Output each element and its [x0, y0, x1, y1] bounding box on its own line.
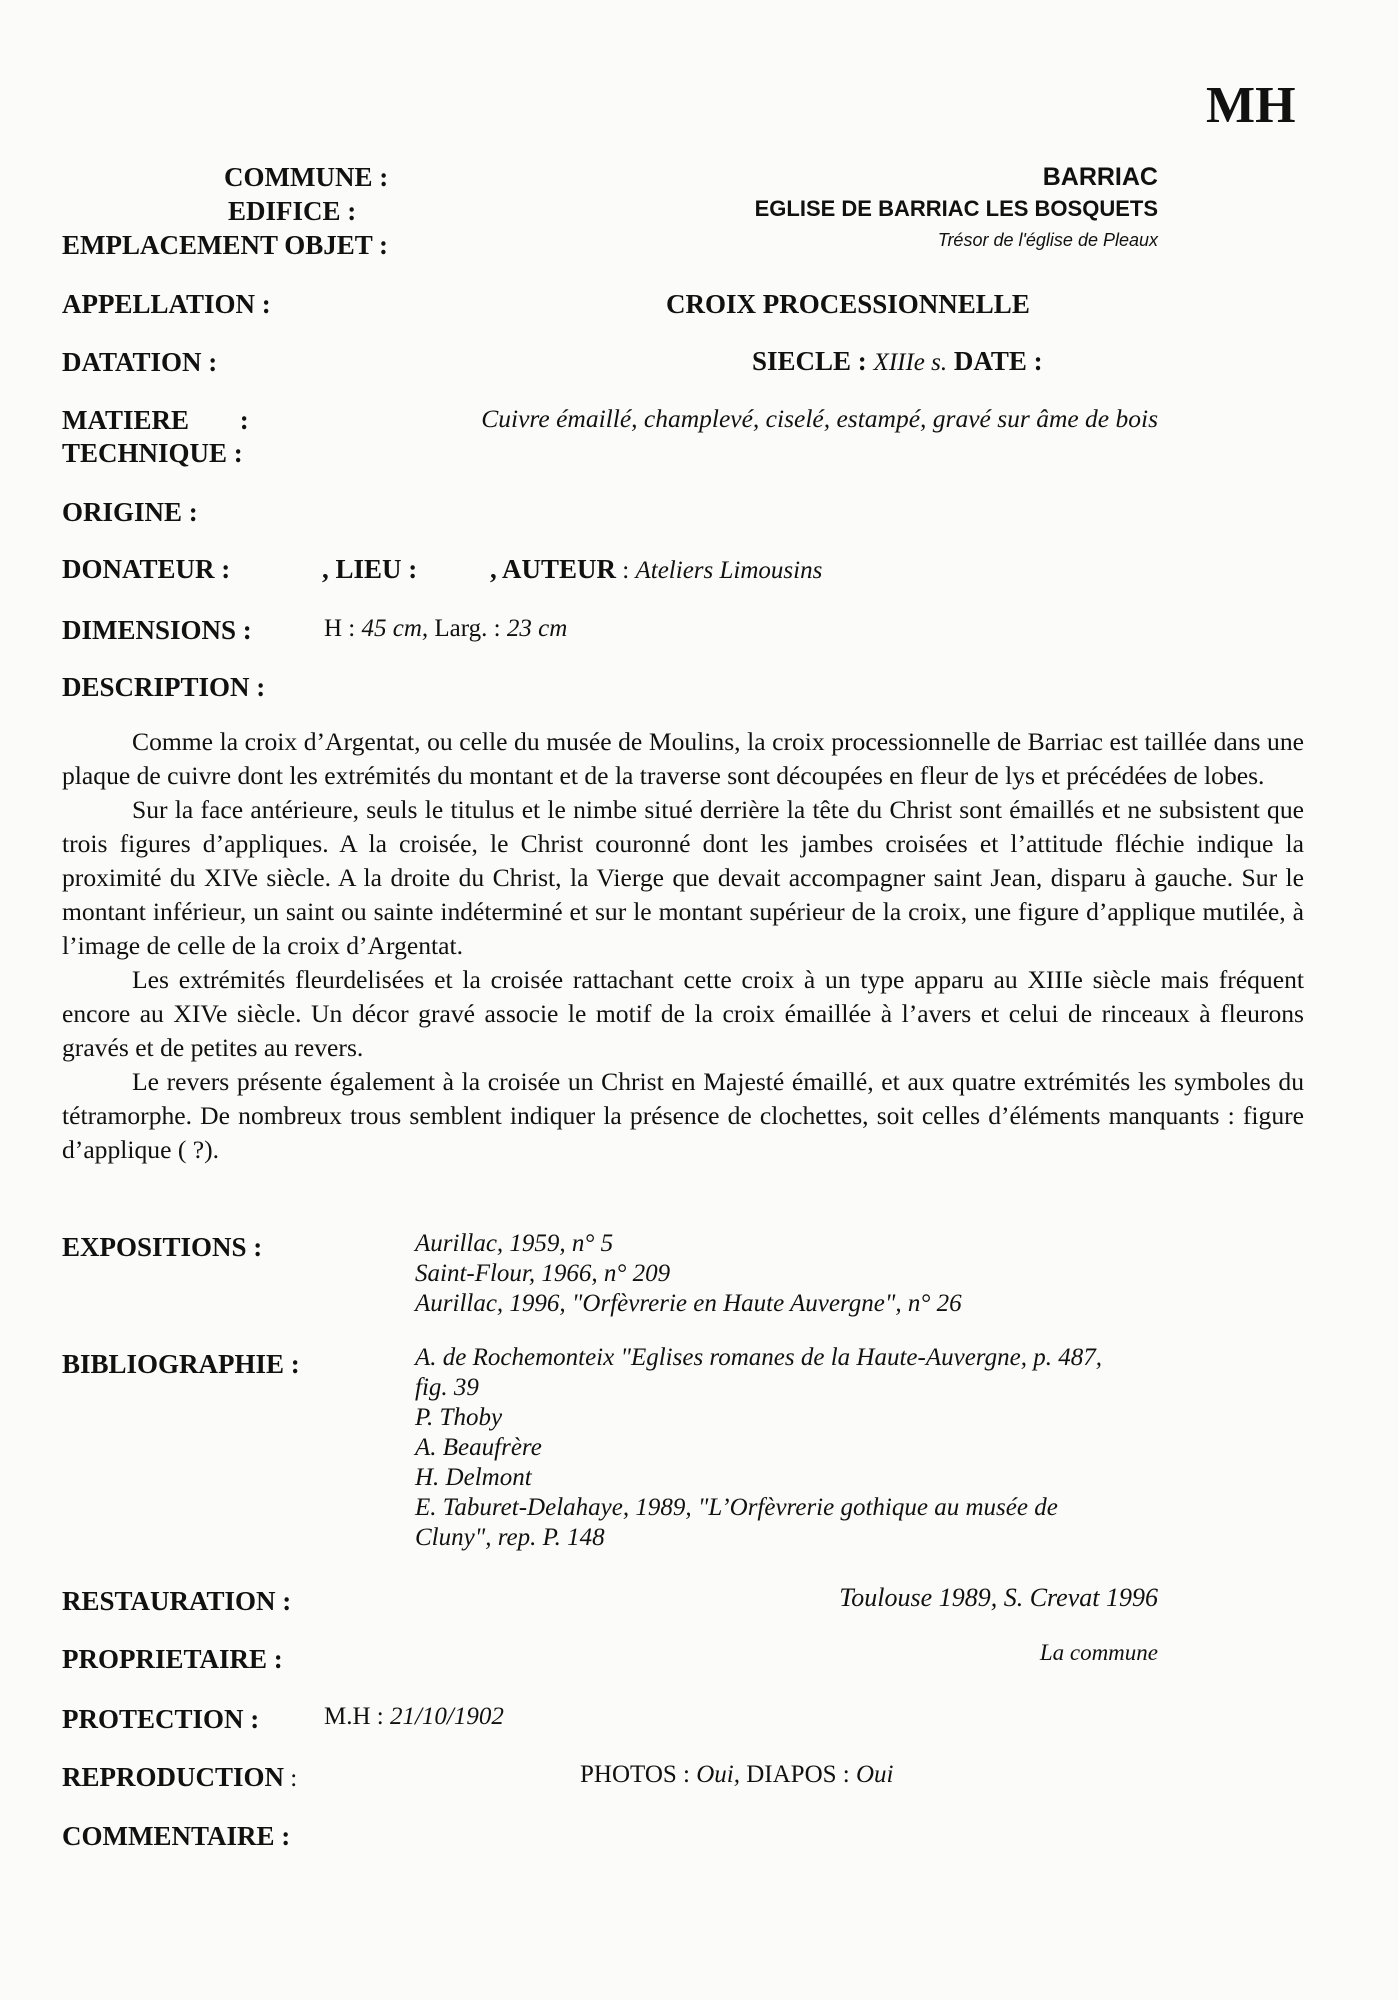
exposition-item: Aurillac, 1959, n° 5	[415, 1230, 614, 1257]
lieu-label: , LIEU :	[322, 554, 418, 584]
bibliographie-label: BIBLIOGRAPHIE :	[62, 1349, 300, 1379]
mh-label: M.H :	[324, 1703, 390, 1730]
description-paragraph: Les extrémités fleurdelisées et la croisée rattachant cette croix à un type apparu au XIIIe siècle mais fréquent encore au XIVe siècle. Un décor gravé associe le motif de la croix émaillée à l’avers et celui de rinceaux à fleurons gravés et de petites au revers.	[62, 965, 1304, 1062]
mh-date: 21/10/1902	[389, 1703, 504, 1730]
proprietaire-label: PROPRIETAIRE :	[62, 1644, 283, 1674]
commune-label: COMMUNE :	[224, 162, 389, 192]
height-label: H :	[324, 615, 362, 642]
expositions-label: EXPOSITIONS :	[62, 1232, 263, 1262]
diapos-value: Oui	[856, 1761, 894, 1788]
origine-label: ORIGINE :	[62, 497, 198, 527]
photos-label: PHOTOS :	[580, 1761, 697, 1788]
diapos-label: DIAPOS :	[740, 1761, 856, 1788]
width-label: Larg. :	[428, 615, 507, 642]
appellation-value: CROIX PROCESSIONNELLE	[666, 289, 1030, 319]
emplacement-label: EMPLACEMENT OBJET :	[62, 230, 389, 260]
donateur-label: DONATEUR :	[62, 554, 231, 584]
description-label: DESCRIPTION :	[62, 672, 266, 702]
bibliographie-item: H. Delmont	[415, 1464, 532, 1491]
bibliographie-item: Cluny", rep. P. 148	[415, 1524, 605, 1551]
bibliographie-item: A. Beaufrère	[415, 1434, 542, 1461]
bibliographie-list	[415, 1343, 1102, 1553]
edifice-label: EDIFICE :	[228, 196, 357, 226]
emplacement-value: Trésor de l'église de Pleaux	[937, 230, 1158, 250]
description-paragraph: Comme la croix d’Argentat, ou celle du musée de Moulins, la croix processionnelle de Barriac est taillée dans une plaque de cuivre dont les extrémités du montant et de la traverse sont découpées en fleur de lys et précédées de lobes.	[62, 727, 1304, 790]
protection-label: PROTECTION :	[62, 1704, 260, 1734]
reproduction-label: REPRODUCTION	[62, 1762, 285, 1792]
appellation-label: APPELLATION :	[62, 289, 271, 319]
auteur-value: Ateliers Limousins	[635, 557, 823, 584]
mh-mark: MH	[1206, 77, 1296, 134]
bibliographie-item: P. Thoby	[415, 1404, 503, 1431]
dimensions-value	[324, 615, 567, 643]
reproduction-value	[580, 1761, 894, 1789]
protection-value	[324, 1703, 504, 1731]
auteur-field	[490, 554, 822, 585]
expositions-list	[415, 1229, 962, 1319]
description-paragraph: Sur la face antérieure, seuls le titulus et le nimbe situé derrière la tête du Christ sont émaillés et ne subsistent que trois figures d’appliques. A la croisée, le Christ couronné dont les jambes croisées et l’attitude fléchie indique la proximité du XIVe siècle. A la droite du Christ, la Vierge que devait accompagner saint Jean, disparu à gauche. Sur le montant inférieur, un saint ou sainte indéterminé et sur le montant supérieur de la croix, une figure d’applique mutilée, à l’image de celle de la croix d’Argentat.	[62, 795, 1304, 960]
datation-siecle	[752, 346, 1043, 377]
matiere-label: MATIERE :	[62, 405, 249, 435]
siecle-value: XIIIe s.	[873, 349, 948, 376]
exposition-item: Saint-Flour, 1966, n° 209	[415, 1260, 671, 1287]
commentaire-label: COMMENTAIRE :	[62, 1821, 291, 1851]
reproduction-label-group	[62, 1762, 297, 1793]
bibliographie-item: E. Taburet-Delahaye, 1989, "L’Orfèvrerie gothique au musée de	[415, 1494, 1058, 1521]
restauration-label: RESTAURATION :	[62, 1586, 292, 1616]
restauration-value: Toulouse 1989, S. Crevat 1996	[839, 1583, 1158, 1612]
matiere-value: Cuivre émaillé, champlevé, ciselé, estampé, gravé sur âme de bois	[481, 404, 1158, 433]
siecle-label: SIECLE :	[752, 346, 867, 376]
photos-value: Oui,	[696, 1761, 740, 1788]
bibliographie-item: fig. 39	[415, 1374, 479, 1401]
height-value: 45 cm,	[361, 615, 429, 642]
description-text	[62, 725, 1304, 1167]
commune-value: BARRIAC	[1042, 163, 1158, 191]
dimensions-label: DIMENSIONS :	[62, 615, 252, 645]
edifice-value: EGLISE DE BARRIAC LES BOSQUETS	[754, 196, 1158, 221]
technique-label: TECHNIQUE :	[62, 438, 243, 468]
width-value: 23 cm	[506, 615, 568, 642]
datation-label: DATATION :	[62, 347, 218, 377]
proprietaire-value: La commune	[1039, 1640, 1158, 1665]
auteur-label: , AUTEUR	[490, 554, 617, 584]
exposition-item: Aurillac, 1996, "Orfèvrerie en Haute Auvergne", n° 26	[415, 1290, 962, 1317]
auteur-separator: :	[616, 557, 636, 584]
description-paragraph: Le revers présente également à la croisée un Christ en Majesté émaillé, et aux quatre extrémités les symboles du tétramorphe. De nombreux trous semblent indiquer la présence de clochettes, soit celles d’éléments manquants : figure d’applique ( ?).	[62, 1067, 1304, 1164]
bibliographie-item: A. de Rochemonteix "Eglises romanes de la Haute-Auvergne, p. 487,	[415, 1344, 1102, 1371]
reproduction-separator: :	[284, 1765, 298, 1792]
date-label: DATE :	[953, 346, 1043, 376]
